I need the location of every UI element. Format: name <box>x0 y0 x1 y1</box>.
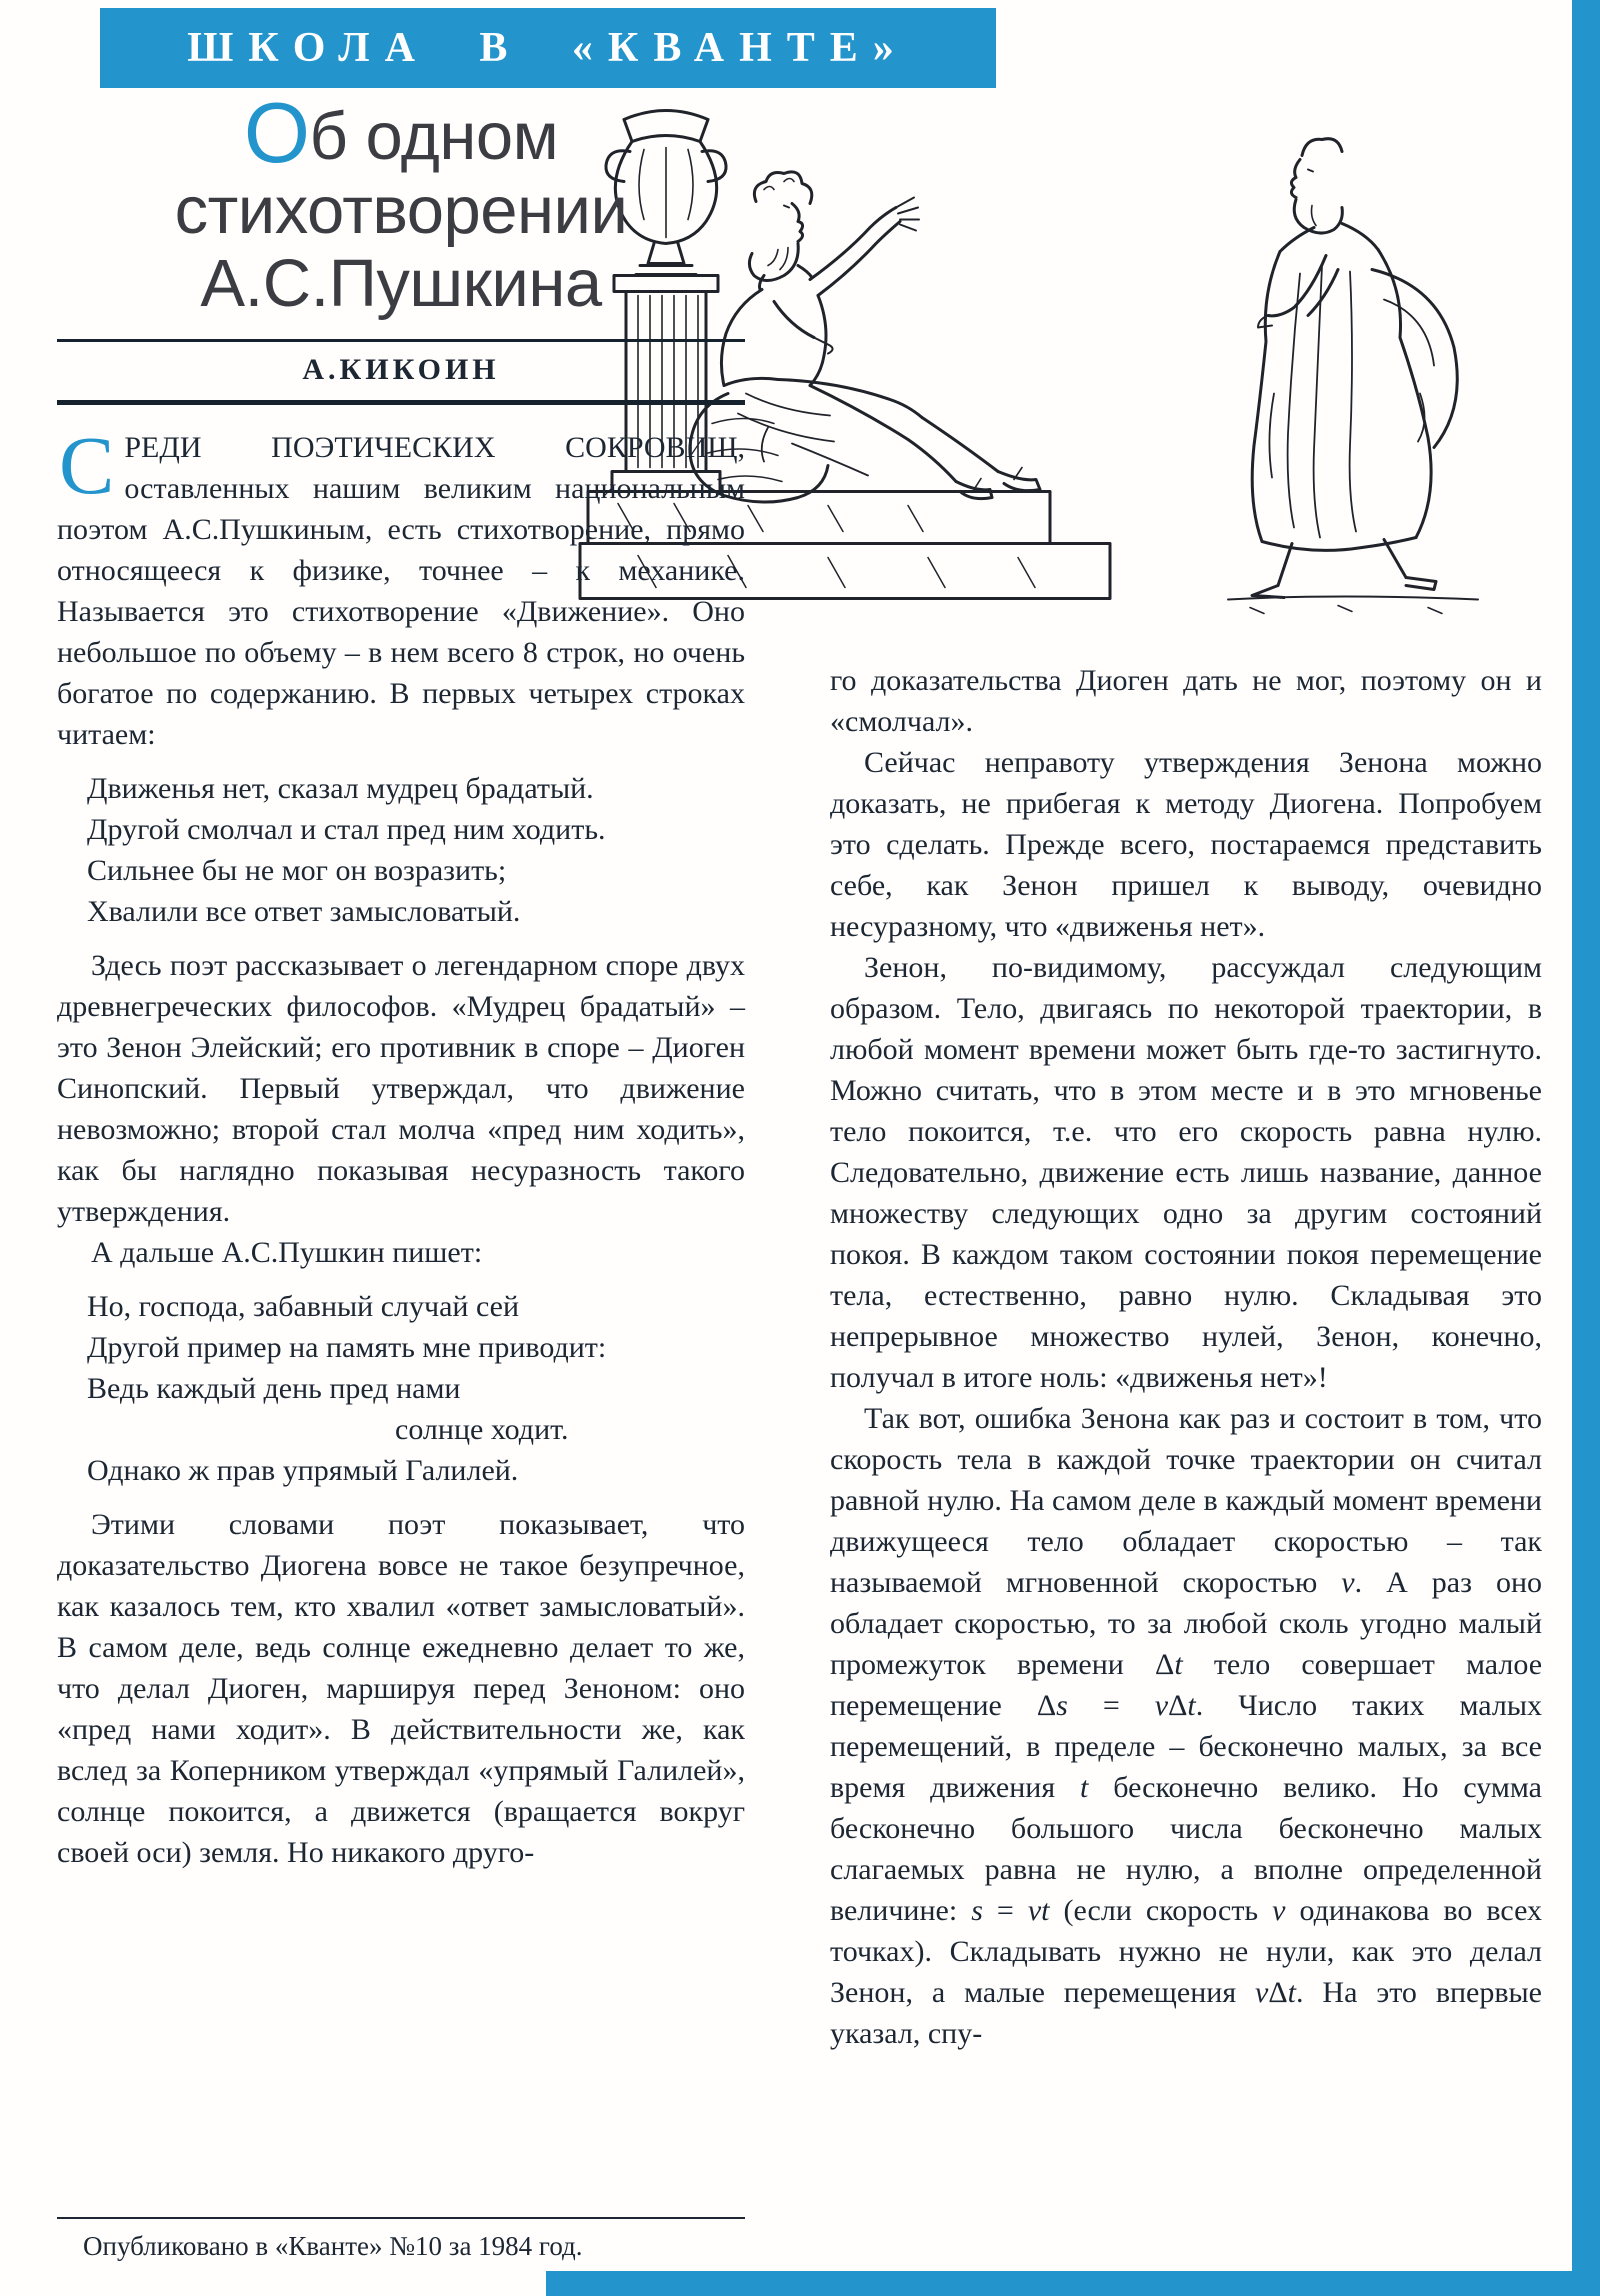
right-column <box>830 660 1542 2054</box>
left-column-body <box>57 419 745 1873</box>
poem-line: Другой смолчал и стал пред ним ходить. <box>87 813 606 847</box>
poem-line: Однако ж прав упрямый Галилей. <box>87 1454 519 1488</box>
publication-footnote: Опубликовано в «Кванте» №10 за 1984 год. <box>57 2217 745 2272</box>
poem-1 <box>87 768 745 932</box>
paragraph-6: Сейчас неправоту утверждения Зенона можно доказать, не прибегая к методу Диогена. Попробуем это сделать. Прежде всего, постараемся представить себе, как Зенон пришел к выводу, очевидно несуразному, что «движенья нет». <box>830 746 1542 943</box>
poem-line: Хвалили все ответ замысловатый. <box>87 895 521 929</box>
paragraph-7: Зенон, по-видимому, рассуждал следующим образом. Тело, двигаясь по некоторой траектории, в любой момент времени может быть где-то застигнуто. Можно считать, что в этом месте и в это мгновенье тело покоится, т.е. что его скорость равна нулю. Следовательно, движение есть лишь название, данное множеству следующих одно за другим состояний покоя. В каждом таком состоянии покоя перемещение тела, естественно, равно нулю. Складывая это непрерывное множество нулей, Зенон, конечно, получал в итоге ноль: «движенья нет»! <box>830 951 1542 1394</box>
title-line-3: А.С.Пушкина <box>200 246 602 322</box>
paragraph-3: А дальше А.С.Пушкин пишет: <box>91 1236 483 1270</box>
paragraph-1-lead: РЕДИ ПОЭТИЧЕСКИХ СОКРОВИЩ, <box>124 431 745 465</box>
poem-line-indented: солнце ходит. <box>395 1413 569 1447</box>
author-byline: А.КИКОИН <box>57 339 745 405</box>
poem-line: Ведь каждый день пред нами <box>87 1372 461 1406</box>
paragraph-1 <box>57 419 745 755</box>
left-column <box>57 86 745 2272</box>
dropcap: С <box>59 419 115 512</box>
paragraph-1-text: оставленных нашим великим национальным поэтом А.С.Пушкиным, есть стихотворение, прямо относящееся к физике, точнее – к механике. Называется это стихотворение «Движение». Оно небольшое по объему – в нем всего 8 строк, но очень богатое по содержанию. В первых четырех строках читаем: <box>57 472 745 752</box>
bottom-edge-bar <box>546 2271 1600 2296</box>
title-initial: О <box>243 86 310 181</box>
paragraph-4: Этими словами поэт показывает, что доказательство Диогена вовсе не такое безупречное, как казалось тем, кто хвалил «ответ замысловатый». В самом деле, ведь солнце ежедневно делает то же, что делал Диоген, маршируя перед Зеноном: оно «пред нами ходит». В действительности же, как вслед за Коперником утверждал «упрямый Галилей», солнце покоится, а движется (вращается вокруг своей оси) земля. Но никакого друго- <box>57 1508 745 1870</box>
title-line-1-rest: б одном <box>309 99 559 174</box>
poem-line: Движенья нет, сказал мудрец брадатый. <box>87 772 594 806</box>
title-line-2: стихотворении <box>174 172 628 248</box>
standing-philosopher-drawing <box>1228 139 1478 614</box>
article-title <box>57 86 745 322</box>
poem-line: Но, господа, забавный случай сей <box>87 1290 520 1324</box>
section-banner <box>100 8 996 88</box>
paragraph-2: Здесь поэт рассказывает о легендарном споре двух древнегреческих философов. «Мудрец брадатый» – это Зенон Элейский; его противник в споре – Диоген Синопский. Первый утверждал, что движение невозможно; второй стал молча «пред ним ходить», как бы наглядно показывая несуразность такого утверждения. <box>57 949 745 1229</box>
right-edge-bar <box>1572 0 1600 2296</box>
section-banner-label: ШКОЛА В «КВАНТЕ» <box>187 25 909 71</box>
title-line-1 <box>57 86 745 181</box>
poem-2 <box>87 1286 745 1491</box>
poem-line: Сильнее бы не мог он возразить; <box>87 854 507 888</box>
paragraph-8: Так вот, ошибка Зенона как раз и состоит в том, что скорость тела в каждой точке траектории он считал равной нулю. На самом деле в каждый момент времени движущееся тело обладает скоростью – так называемой мгновенной скоростью v. А раз оно обладает скоростью, то за любой сколь угодно малый промежуток времени Δt тело совершает малое перемещение Δs = vΔt. Число таких малых перемещений, в пределе – бесконечно малых, за все время движения t бесконечно велико. Но сумма бесконечно большого числа бесконечно малых слагаемых равна не нулю, а вполне определенной величине: s = vt (если скорость v одинакова во всех точках). Складывать нужно не нули, как это делал Зенон, а малые перемещения vΔt. На это впервые указал, спу- <box>830 1402 1543 2050</box>
poem-line: Другой пример на память мне приводит: <box>87 1331 607 1365</box>
paragraph-5: го доказательства Диоген дать не мог, поэтому он и «смолчал». <box>830 664 1542 738</box>
